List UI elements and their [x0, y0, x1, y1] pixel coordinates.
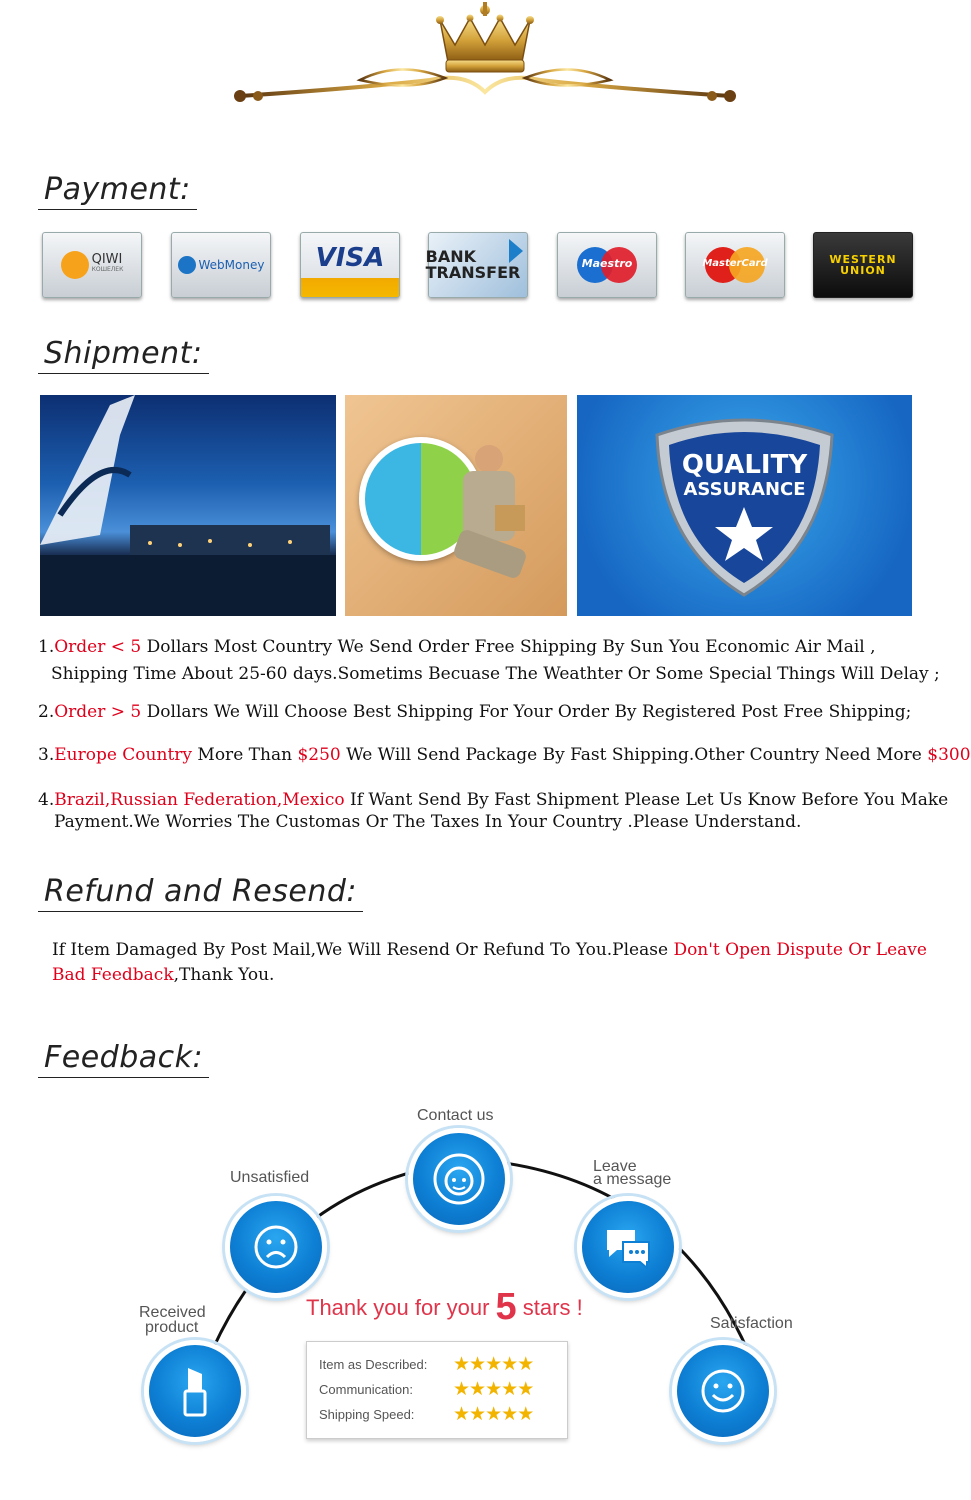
western-union-card — [813, 232, 913, 298]
term-4-text: If Want Send By Fast Shipment Please Let Us Know Before You Make — [344, 790, 949, 810]
shipping-term-4-line2: Payment.We Worries The Customas Or The Taxes In Your Country .Please Understand. — [54, 812, 802, 832]
shipment-heading: Shipment: — [38, 336, 209, 374]
qiwi-card — [42, 232, 142, 298]
refund-tail: ,Thank You. — [173, 965, 275, 985]
term-1-red: Order < 5 — [54, 637, 142, 657]
union-name: UNION — [840, 264, 886, 277]
crown-ornament — [230, 0, 740, 110]
rating-label: Item as Described: — [319, 1357, 428, 1372]
leave-message-label-1: Leave — [593, 1158, 637, 1175]
shipping-term-1 — [38, 636, 876, 659]
happy-face-icon — [700, 1368, 746, 1414]
sad-face-icon — [253, 1224, 299, 1270]
webmoney-card — [171, 232, 271, 298]
star-icon: ★ — [485, 1378, 502, 1400]
rating-label: Shipping Speed: — [319, 1407, 415, 1422]
refund-heading: Refund and Resend: — [38, 874, 363, 912]
quality-assurance-photo — [577, 395, 912, 616]
visa-name: VISA — [315, 243, 385, 273]
star-icon: ★ — [501, 1353, 518, 1375]
term-1-num: 1. — [38, 637, 55, 657]
term-2-num: 2. — [38, 702, 55, 722]
airplane-photo — [40, 395, 336, 616]
term-3-red: Europe Country — [54, 745, 193, 765]
satisfaction-button[interactable] — [672, 1340, 774, 1442]
received-product-button[interactable] — [144, 1340, 246, 1442]
ratings-box — [306, 1341, 568, 1439]
star-icon: ★ — [469, 1353, 486, 1375]
chat-bubble-icon — [603, 1224, 653, 1270]
star-icon: ★ — [453, 1403, 470, 1425]
term-2-text: Dollars We Will Choose Best Shipping For Your Order By Registered Post Free Shipping; — [141, 702, 912, 722]
rating-row — [319, 1352, 567, 1377]
qiwi-logo-icon — [61, 251, 89, 279]
shield-icon — [577, 395, 912, 616]
rating-row — [319, 1402, 567, 1427]
feedback-heading: Feedback: — [38, 1040, 209, 1078]
satisfaction-label: Satisfaction — [710, 1315, 793, 1332]
bank-sub: TRANSFER — [425, 263, 521, 282]
thanks-post: stars ! — [516, 1295, 583, 1320]
thanks-number: 5 — [495, 1286, 517, 1328]
star-icon: ★ — [501, 1378, 518, 1400]
leave-message-button[interactable] — [577, 1196, 679, 1298]
maestro-card — [557, 232, 657, 298]
courier-figure-icon — [455, 445, 525, 605]
thank-you-message — [306, 1286, 583, 1329]
mastercard-name: MasterCard — [702, 258, 768, 269]
webmoney-name: WebMoney — [198, 258, 265, 272]
qiwi-sub: КОШЕЛЕК — [91, 266, 124, 273]
payment-heading: Payment: — [38, 172, 197, 210]
star-icon: ★ — [485, 1353, 502, 1375]
leave-message-label-2: a message — [593, 1171, 672, 1188]
term-4-red: Brazil,Russian Federation,Mexico — [54, 790, 345, 810]
star-icon: ★ — [453, 1378, 470, 1400]
refund-line-1 — [52, 939, 927, 962]
bank-transfer-card — [425, 232, 528, 298]
shipping-term-4 — [38, 789, 948, 812]
term-3-num: 3. — [38, 745, 55, 765]
star-icon: ★ — [453, 1353, 470, 1375]
received-product-label-2: product — [145, 1319, 199, 1336]
western-name: WESTERN — [829, 253, 897, 266]
refund-red-b: Bad Feedback — [52, 965, 174, 985]
assurance-label: ASSURANCE — [683, 479, 806, 500]
bank-name: BANK — [425, 247, 477, 266]
star-icon: ★ — [469, 1378, 486, 1400]
shipping-term-1-line2: Shipping Time About 25-60 days.Sometims Becuase The Weathter Or Some Special Things Will Delay ; — [51, 664, 940, 684]
received-product-label-1: Received — [139, 1304, 206, 1321]
mastercard-card — [685, 232, 785, 298]
qiwi-name: QIWI — [91, 252, 123, 267]
visa-card — [300, 232, 400, 298]
courier-photo — [345, 395, 567, 616]
contact-us-button[interactable] — [408, 1128, 510, 1230]
term-3-red2: $250 — [297, 745, 341, 765]
thanks-pre: Thank you for your — [306, 1295, 496, 1320]
refund-red-a: Don't Open Dispute Or Leave — [673, 940, 927, 960]
term-3-text-a: More Than — [192, 745, 298, 765]
star-icon: ★ — [469, 1403, 486, 1425]
term-2-red: Order > 5 — [54, 702, 142, 722]
quality-label: QUALITY — [681, 450, 808, 480]
star-icon: ★ — [517, 1378, 534, 1400]
arrow-right-icon — [509, 239, 523, 263]
shipping-term-2 — [38, 701, 911, 724]
term-4-num: 4. — [38, 790, 55, 810]
support-agent-icon — [431, 1151, 487, 1207]
star-icon: ★ — [517, 1403, 534, 1425]
shipping-term-3 — [38, 744, 971, 767]
contact-us-label: Contact us — [417, 1107, 494, 1124]
unsatisfied-button[interactable] — [225, 1196, 327, 1298]
refund-text: If Item Damaged By Post Mail,We Will Resend Or Refund To You.Please — [52, 940, 674, 960]
star-icon: ★ — [517, 1353, 534, 1375]
star-icon: ★ — [501, 1403, 518, 1425]
rating-row — [319, 1377, 567, 1402]
webmoney-logo-icon — [178, 256, 196, 274]
term-3-red3: $300 — [927, 745, 971, 765]
unsatisfied-label: Unsatisfied — [230, 1169, 310, 1186]
rating-label: Communication: — [319, 1382, 413, 1397]
maestro-name: Maestro — [581, 257, 633, 270]
lipstick-icon — [180, 1364, 210, 1418]
term-1-text: Dollars Most Country We Send Order Free Shipping By Sun You Economic Air Mail , — [141, 637, 876, 657]
refund-line-2 — [52, 964, 274, 987]
star-icon: ★ — [485, 1403, 502, 1425]
term-3-text-b: We Will Send Package By Fast Shipping.Other Country Need More — [340, 745, 928, 765]
